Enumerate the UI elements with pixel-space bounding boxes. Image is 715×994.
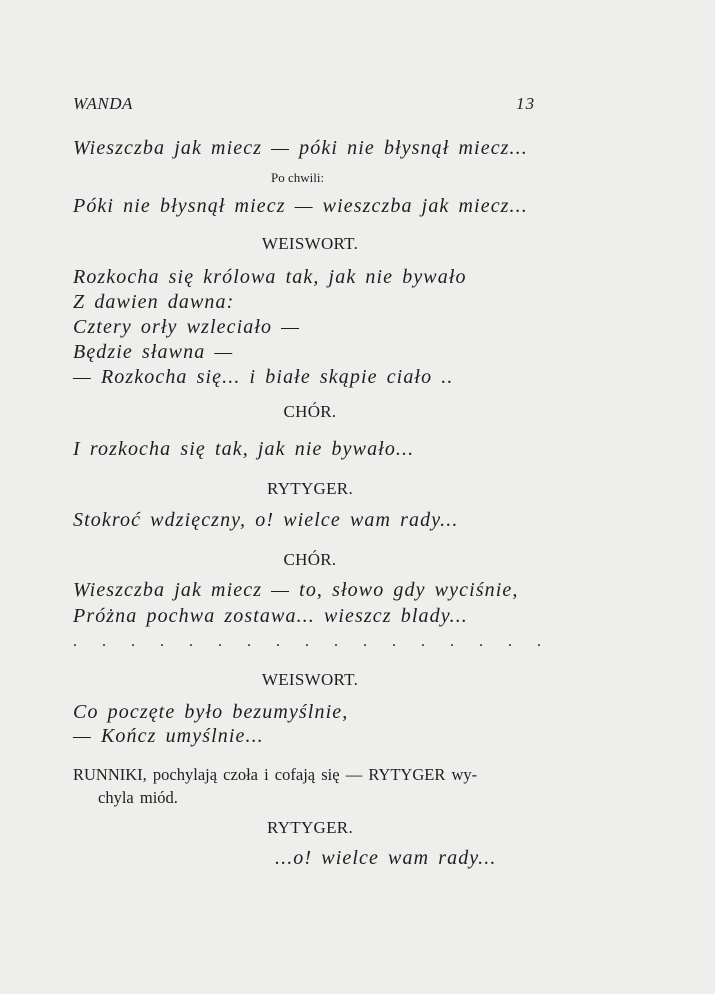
verse-line: — Kończ umyślnie... [73,725,264,747]
verse-line: I rozkocha się tak, jak nie bywało... [73,438,415,460]
verse-line: Stokroć wdzięczny, o! wielce wam rady... [73,509,459,531]
stage-direction: RUNNIKI, pochylają czoła i cofają się — RYTYGER wy- [73,765,478,784]
stage-direction: chyla miód. [98,788,178,807]
speaker-name: RYTYGER. [267,479,353,498]
verse-line: ...o! wielce wam rady... [275,847,497,869]
speaker-name: RYTYGER. [267,818,353,837]
speaker-name: WEISWORT. [261,234,359,253]
verse-line: Będzie sławna — [73,341,234,363]
verse-line: Próżna pochwa zostawa... wieszcz blady... [73,605,468,627]
speaker-name: CHÓR. [283,550,337,569]
verse-line: Póki nie błysnął miecz — wieszczba jak miecz... [73,195,528,217]
stage-direction: Po chwili: [271,170,325,185]
ellipsis-dots-row: . . . . . . . . . . . . . . . . . [73,633,552,650]
verse-line: Co poczęte było bezumyślnie, [73,701,349,723]
speaker-name: CHÓR. [283,402,337,421]
verse-line: Rozkocha się królowa tak, jak nie bywało [73,266,467,288]
speaker-name: WEISWORT. [261,670,359,689]
page-number: 13 [516,94,536,113]
running-title: WANDA [73,94,133,113]
verse-line: Cztery orły wzleciało — [73,316,301,338]
verse-line: — Rozkocha się... i białe skąpie ciało .. [73,366,454,388]
verse-line: Z dawien dawna: [73,291,235,313]
verse-line: Wieszczba jak miecz — to, słowo gdy wyciśnie, [73,579,519,601]
verse-line: Wieszczba jak miecz — póki nie błysnął miecz... [73,137,528,159]
